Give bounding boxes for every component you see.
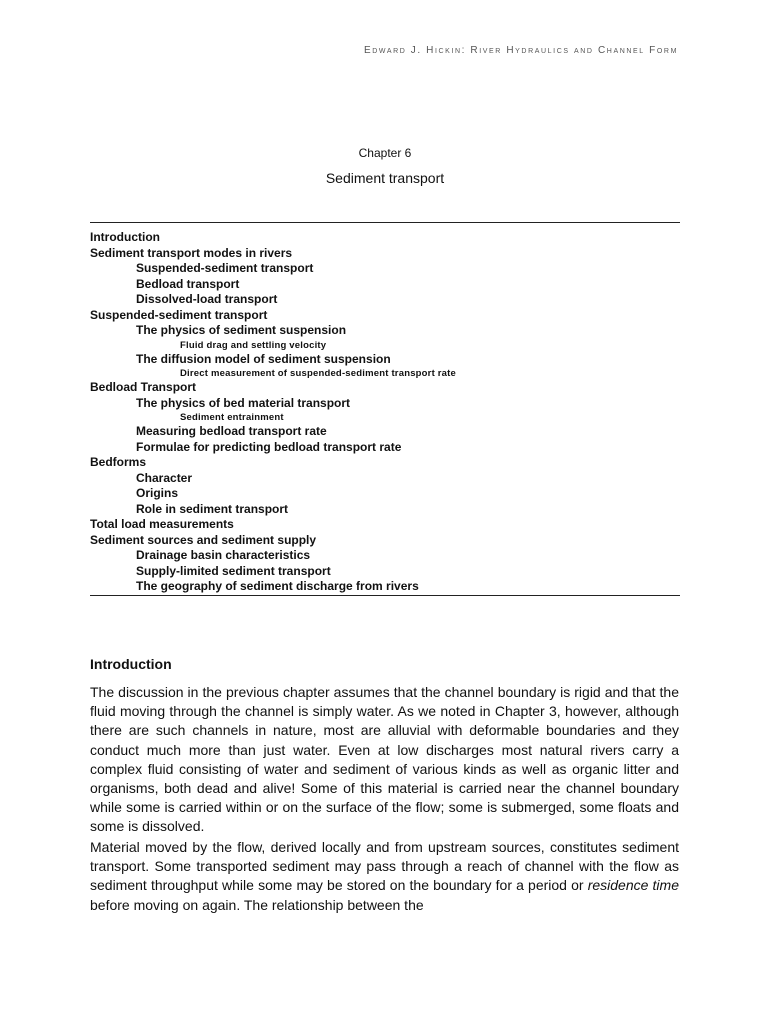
toc-entry: Dissolved-load transport	[136, 292, 278, 306]
toc-entry: Sediment entrainment	[180, 412, 284, 423]
toc-entry: Suspended-sediment transport	[90, 307, 268, 322]
table-of-contents	[90, 222, 680, 596]
toc-entry: Drainage basin characteristics	[136, 548, 311, 562]
toc-entry: Bedload Transport	[90, 380, 197, 394]
toc-entry: The geography of sediment discharge from rivers	[136, 579, 419, 593]
toc-entry: Role in sediment transport	[136, 501, 289, 516]
toc-entry: Origins	[136, 486, 179, 500]
toc-entry: Sediment transport modes in rivers	[90, 245, 293, 260]
toc-entry: The physics of sediment suspension	[136, 323, 347, 337]
toc-entry: Bedforms	[90, 455, 147, 469]
toc-entry: Introduction	[90, 230, 160, 244]
toc-entry: Measuring bedload transport rate	[136, 424, 327, 438]
toc-entry: Supply-limited sediment transport	[136, 563, 331, 578]
toc-entry: Formulae for predicting bedload transport rate	[136, 439, 402, 454]
body-paragraph	[90, 838, 679, 915]
chapter-title: Sediment transport	[325, 170, 445, 186]
toc-entry: Fluid drag and settling velocity	[180, 339, 327, 351]
toc-entry: Character	[136, 470, 193, 485]
paragraph-text: before moving on again. The relationship between the	[90, 896, 424, 913]
toc-entry: Suspended-sediment transport	[136, 261, 314, 275]
emphasis-text: residence time	[587, 877, 679, 894]
toc-entry: Sediment sources and sediment supply	[90, 532, 317, 547]
toc-entry: The physics of bed material transport	[136, 395, 351, 410]
toc-entry: Direct measurement of suspended-sediment transport rate	[180, 368, 457, 379]
running-header: Edward J. Hickin: River Hydraulics and Channel Form	[363, 45, 678, 56]
toc-entry: Bedload transport	[136, 276, 240, 291]
toc-entry: The diffusion model of sediment suspension	[136, 351, 391, 366]
body-paragraph: The discussion in the previous chapter assumes that the channel boundary is rigid and that the fluid moving through the channel is simply water. As we noted in Chapter 3, however, although there are such channels in nature, most are alluvial with deformable boundaries and they conduct much more than just water. Even at low discharges most natural rivers carry a complex fluid consisting of water and sediment of various kinds as well as organic litter and organisms, both dead and alive! Some of this material is carried near the channel boundary while some is carried within or on the surface of the flow; some is submerged, some floats and some is dissolved.	[90, 684, 679, 835]
toc-entry: Total load measurements	[90, 517, 234, 531]
section-heading: Introduction	[90, 656, 172, 672]
paragraph-text: Material moved by the flow, derived locally and from upstream sources, constitutes sediment transport. Some transported sediment may pass through a reach of channel with the flow as sediment throughput while some may be stored on the boundary for a period or	[90, 839, 679, 894]
chapter-label: Chapter 6	[358, 146, 412, 160]
